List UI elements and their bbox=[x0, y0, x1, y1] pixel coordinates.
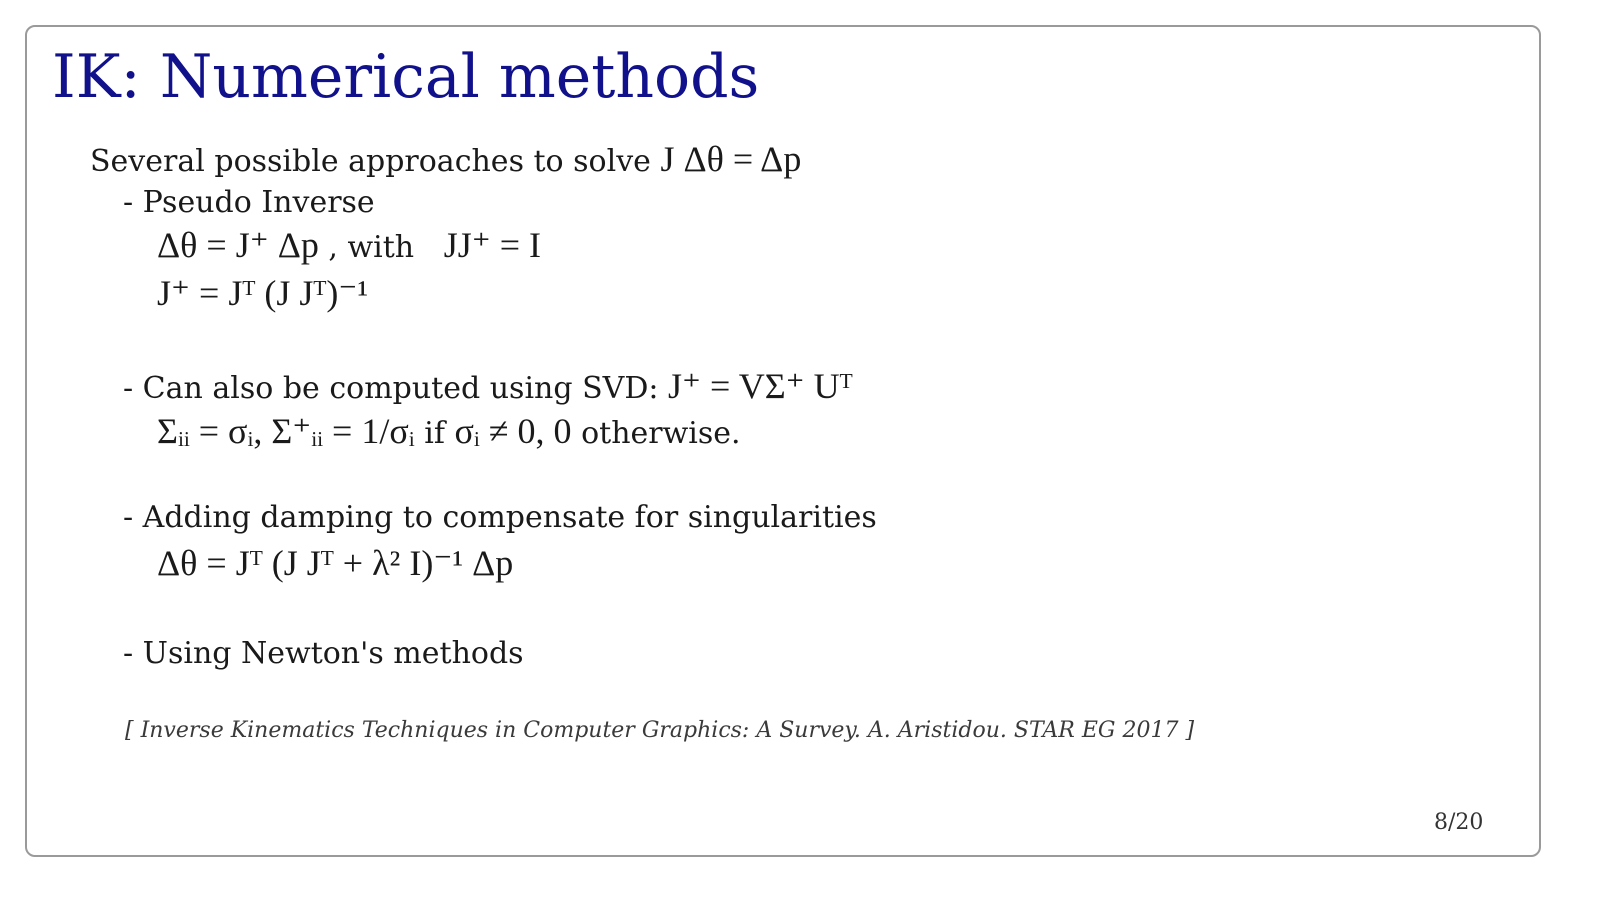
newton-label: - Using Newton's methods bbox=[123, 636, 524, 671]
otherwise-text: otherwise. bbox=[581, 416, 741, 451]
svd-text: - Can also be computed using SVD: bbox=[123, 371, 659, 406]
slide-title: IK: Numerical methods bbox=[52, 42, 760, 112]
intro-line bbox=[90, 138, 801, 180]
pseudo-inverse-equation: Δθ = J⁺ Δp bbox=[157, 225, 319, 265]
svd-equation: J⁺ = VΣ⁺ Uᵀ bbox=[668, 366, 853, 406]
pseudo-inverse-formula-line bbox=[157, 272, 368, 314]
sigma-line bbox=[157, 410, 741, 452]
damping-equation-line bbox=[157, 542, 513, 584]
intro-text: Several possible approaches to solve bbox=[90, 144, 651, 179]
pseudo-inverse-label: - Pseudo Inverse bbox=[123, 185, 375, 220]
page-number: 8/20 bbox=[1434, 810, 1484, 835]
citation: [ Inverse Kinematics Techniques in Computer Graphics: A Survey. A. Aristidou. STAR EG 2017 ] bbox=[125, 718, 1195, 743]
sigma-condition: σᵢ ≠ 0, 0 bbox=[454, 411, 572, 451]
damping-equation: Δθ = Jᵀ (J Jᵀ + λ² I)⁻¹ Δp bbox=[157, 543, 514, 583]
pseudo-inverse-formula: J⁺ = Jᵀ (J Jᵀ)⁻¹ bbox=[157, 273, 369, 313]
identity-equation: JJ⁺ = I bbox=[443, 225, 541, 265]
damping-label: - Adding damping to compensate for singularities bbox=[123, 500, 877, 535]
sigma-equation: Σᵢᵢ = σᵢ, Σ⁺ᵢᵢ = 1/σᵢ bbox=[157, 411, 415, 451]
intro-equation: J Δθ = Δp bbox=[660, 139, 802, 179]
pseudo-inverse-equation-line bbox=[157, 224, 541, 266]
if-text: if bbox=[424, 416, 445, 451]
with-text: , with bbox=[328, 230, 415, 265]
svd-line bbox=[123, 365, 853, 407]
